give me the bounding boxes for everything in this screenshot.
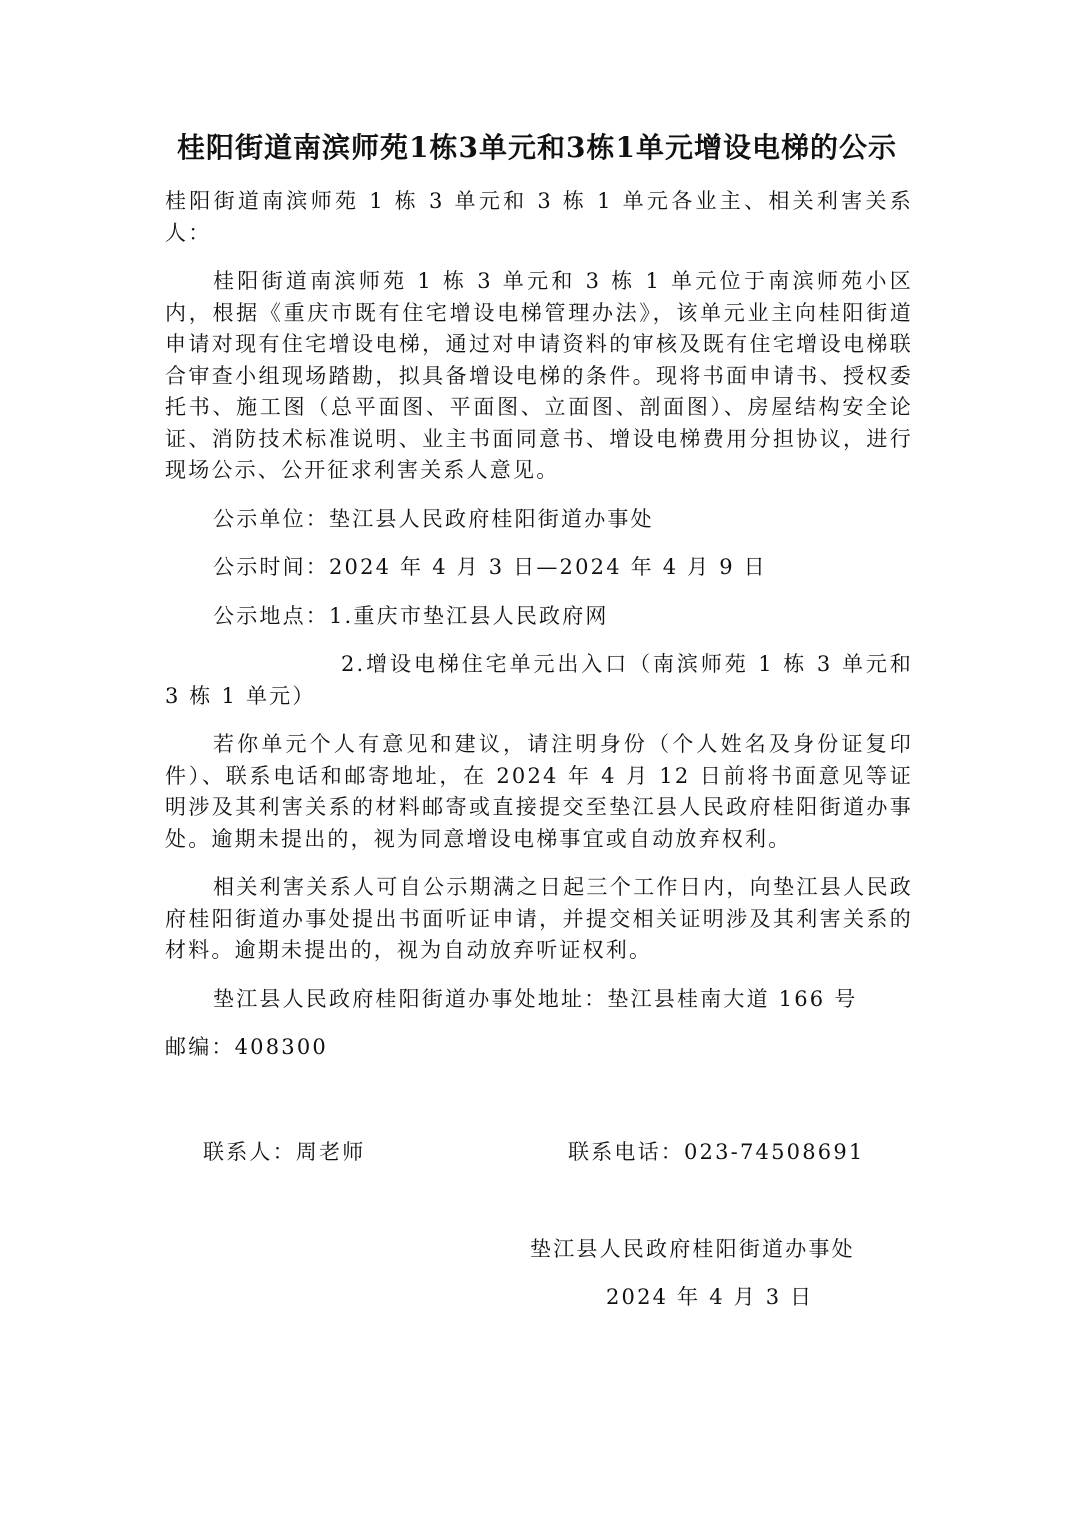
- objection-paragraph: 若你单元个人有意见和建议，请注明身份（个人姓名及身份证复印件）、联系电话和邮寄地址，在 2024 年 4 月 12 日前将书面意见等证明涉及其利害关系的材料邮寄或直接提交至垫江县人民政府桂阳街道办事处。逾期未提出的，视为同意增设电梯事宜或自动放弃权利。: [165, 732, 913, 851]
- hearing-paragraph: 相关利害关系人可自公示期满之日起三个工作日内，向垫江县人民政府桂阳街道办事处提出书面听证申请，并提交相关证明涉及其利害关系的材料。逾期未提出的，视为自动放弃听证权利。: [165, 875, 913, 962]
- office-address: 垫江县人民政府桂阳街道办事处地址：垫江县桂南大道 166 号: [213, 986, 858, 1011]
- notice-time: 公示时间：2024 年 4 月 3 日—2024 年 4 月 9 日: [213, 555, 767, 579]
- notice-place-1: 公示地点：1.重庆市垫江县人民政府网: [213, 603, 609, 628]
- salutation: 桂阳街道南滨师苑 1 栋 3 单元和 3 栋 1 单元各业主、相关利害关系人：: [165, 189, 913, 245]
- document-title: 桂阳街道南滨师苑1栋3单元和3栋1单元增设电梯的公示: [177, 131, 897, 164]
- signature-date: 2024 年 4 月 3 日: [606, 1285, 814, 1309]
- notice-unit: 公示单位：垫江县人民政府桂阳街道办事处: [213, 506, 654, 531]
- document-body: [165, 186, 913, 1081]
- contact-person: 联系人：周老师: [203, 1140, 366, 1164]
- postcode: 邮编：408300: [165, 1035, 328, 1059]
- signature-organization: 垫江县人民政府桂阳街道办事处: [530, 1237, 855, 1261]
- intro-paragraph: 桂阳街道南滨师苑 1 栋 3 单元和 3 栋 1 单元位于南滨师苑小区内，根据《重庆市既有住宅增设电梯管理办法》，该单元业主向桂阳街道申请对现有住宅增设电梯，通过对申请资料的审核及既有住宅增设电梯联合审查小组现场踏勘，拟具备增设电梯的条件。现将书面申请书、授权委托书、施工图（总平面图、平面图、立面图、剖面图）、房屋结构安全论证、消防技术标准说明、业主书面同意书、增设电梯费用分担协议，进行现场公示、公开征求利害关系人意见。: [165, 269, 913, 482]
- contact-phone: 联系电话：023-74508691: [568, 1140, 865, 1164]
- notice-place-2: 2.增设电梯住宅单元出入口（南滨师苑 1 栋 3 单元和 3 栋 1 单元）: [165, 652, 913, 708]
